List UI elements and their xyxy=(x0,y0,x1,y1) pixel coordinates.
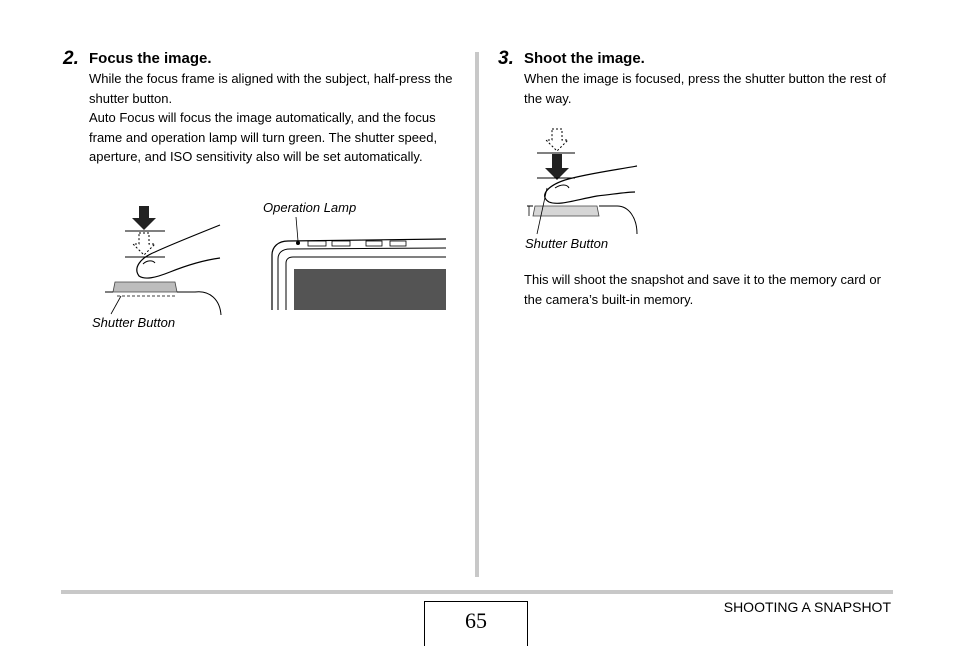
step-2-paragraph-2: Auto Focus will focus the image automatically, and the focus frame and operation lamp will turn green. The shutter speed, aperture, and ISO sensitivity also will be set automatically. xyxy=(89,110,438,164)
full-press-illustration xyxy=(525,126,645,236)
step-3-number: 3. xyxy=(498,48,514,69)
footer-rule xyxy=(61,590,893,594)
step-2-shutter-caption: Shutter Button xyxy=(92,315,176,330)
step-3-title: Shoot the image. xyxy=(524,50,645,67)
page-number: 65 xyxy=(424,601,528,646)
half-press-illustration xyxy=(95,200,225,320)
step-2-paragraph-1: While the focus frame is aligned with the subject, half-press the shutter button. xyxy=(89,71,453,106)
step-3-shutter-caption: Shutter Button xyxy=(525,236,609,251)
step-3-paragraph-1: When the image is focused, press the shutter button the rest of the way. xyxy=(524,71,887,106)
camera-back-illustration xyxy=(270,215,448,311)
step-2-number: 2. xyxy=(63,48,79,69)
step-3-paragraph-2: This will shoot the snapshot and save it to the memory card or the camera’s built-in memory. xyxy=(524,272,881,307)
column-divider xyxy=(475,52,479,577)
step-2-title: Focus the image. xyxy=(89,50,212,67)
section-title: SHOOTING A SNAPSHOT xyxy=(723,599,891,615)
operation-lamp-caption: Operation Lamp xyxy=(263,200,357,215)
